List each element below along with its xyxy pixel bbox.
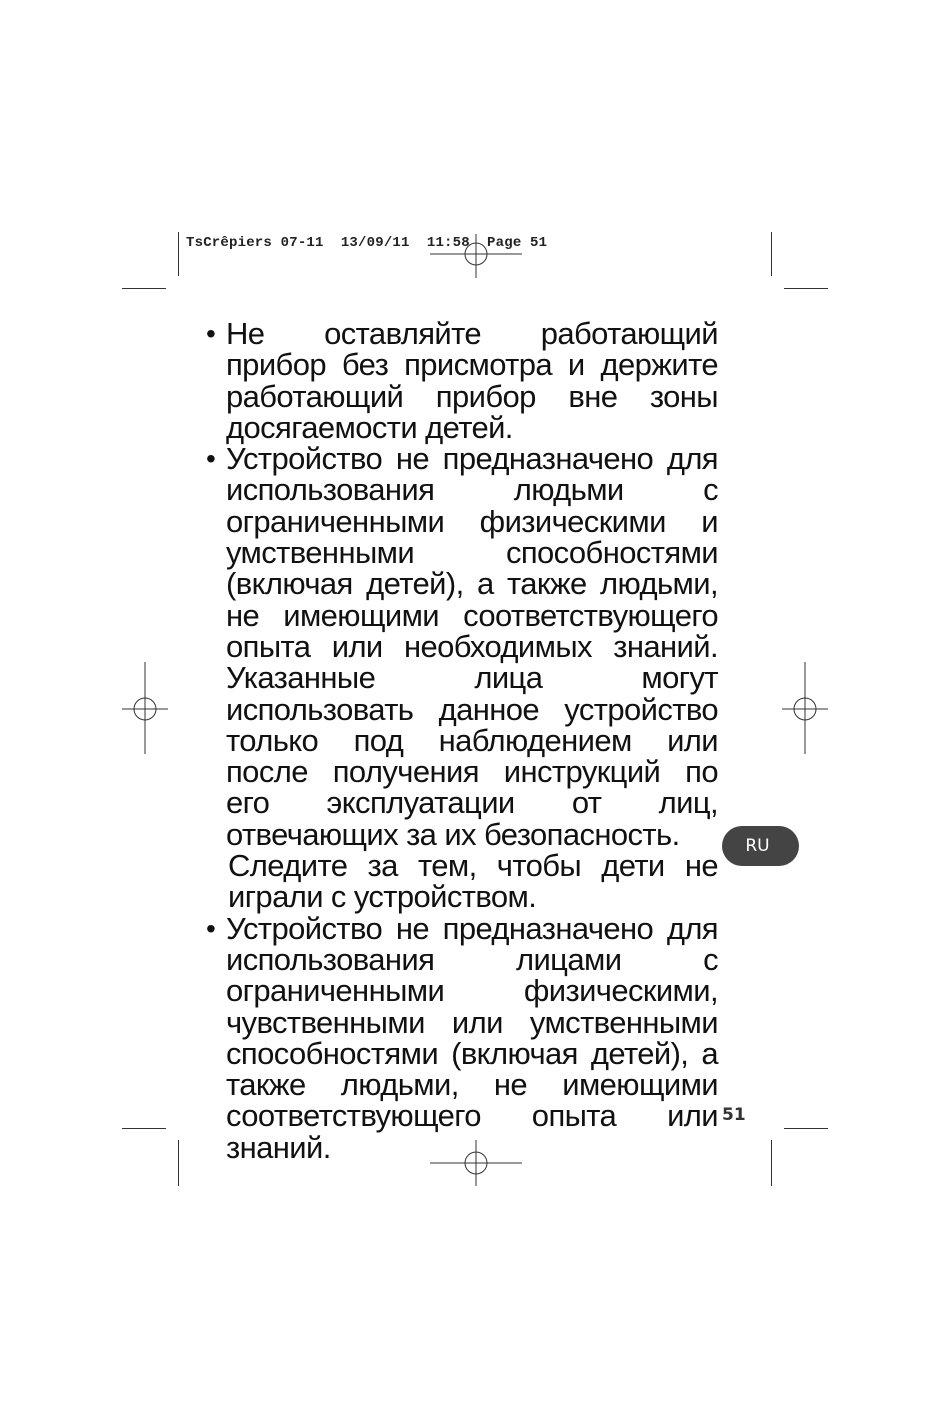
crop-mark-top-left-horizontal <box>122 288 166 289</box>
print-slug: TsCrêpiers 07-11 13/09/11 11:58 Page 51 <box>186 235 548 251</box>
bullet-mark: • <box>206 318 216 349</box>
instruction-text: Не оставляйте работающий прибор без присмотра и держите работающий прибор вне зоны досягаемости детей. <box>226 316 718 445</box>
bullet-mark: • <box>206 443 216 475</box>
crop-mark-top-left-vertical <box>178 232 179 276</box>
instruction-item <box>206 910 718 1165</box>
instruction-text: Следите за тем, чтобы дети не играли с устройством. <box>228 848 718 915</box>
crop-mark-bottom-right-vertical <box>771 1140 772 1186</box>
crop-mark-top-right-vertical <box>771 232 772 276</box>
language-badge: RU <box>722 826 799 866</box>
crop-mark-top-right-horizontal <box>784 288 828 289</box>
page-number: 51 <box>722 1105 746 1125</box>
registration-mark-right <box>782 662 828 754</box>
crop-mark-bottom-right-horizontal <box>784 1128 828 1129</box>
registration-mark-top <box>430 234 522 278</box>
crop-mark-bottom-left-vertical <box>178 1140 179 1186</box>
instruction-item <box>206 318 718 443</box>
crop-mark-bottom-left-horizontal <box>122 1128 166 1129</box>
safety-instructions <box>206 318 718 1163</box>
bullet-mark: • <box>206 912 216 944</box>
registration-mark-left <box>122 662 168 754</box>
instruction-text: Устройство не предназначено для использования людьми с ограниченными физическими и умственными способностями (включая детей), а также людьми, не имеющими соответствующего опыта или необходимых знаний. Указанные лица могут использовать данное устройство только под наблюдением или после получения инструкций по его эксплуатации от лиц, отвечающих за их безопасность. <box>226 441 718 852</box>
instruction-item <box>206 443 718 850</box>
instruction-text: Устройство не предназначено для использования лицами с ограниченными физическими, чувственными или умственными способностями (включая детей), а также людьми, не имеющими соответствующего опыта или знаний. <box>226 910 718 1165</box>
instruction-note <box>206 850 718 913</box>
